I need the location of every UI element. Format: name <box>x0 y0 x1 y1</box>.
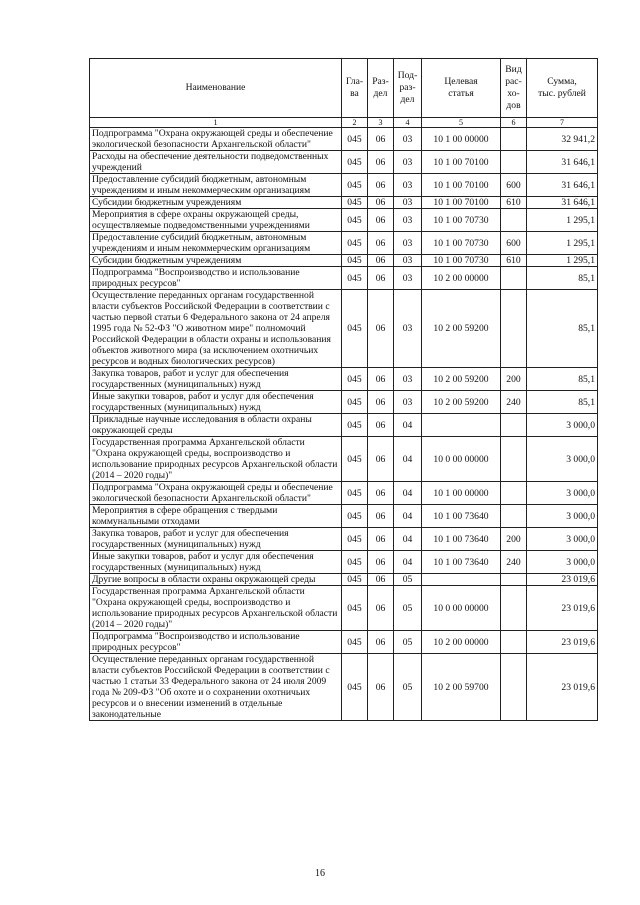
row-chapter: 045 <box>342 174 368 197</box>
row-name: Иные закупки товаров, работ и услуг для обеспечения государственных (муниципальных) нужд <box>90 551 342 574</box>
row-subsection: 05 <box>394 574 422 586</box>
row-sum: 85,1 <box>527 267 598 290</box>
row-sum: 3 000,0 <box>527 551 598 574</box>
row-name: Закупка товаров, работ и услуг для обеспечения государственных (муниципальных) нужд <box>90 368 342 391</box>
row-chapter: 045 <box>342 232 368 255</box>
table-body <box>90 128 598 721</box>
row-expense-type <box>501 414 527 437</box>
row-section: 06 <box>368 209 394 232</box>
row-section: 06 <box>368 174 394 197</box>
row-target-article: 10 1 00 70100 <box>422 197 501 209</box>
row-target-article: 10 1 00 70730 <box>422 232 501 255</box>
header-chapter-text: Гла- ва <box>345 76 364 99</box>
row-sum: 31 646,1 <box>527 174 598 197</box>
row-name: Государственная программа Архангельской области "Охрана окружающей среды, воспроизводство и использование природных ресурсов Архангельской области (2014 – 2020 годы)" <box>90 586 342 631</box>
row-expense-type: 240 <box>501 551 527 574</box>
row-name: Прикладные научные исследования в области охраны окружающей среды <box>90 414 342 437</box>
row-sum: 31 646,1 <box>527 197 598 209</box>
column-number: 1 <box>90 118 342 128</box>
row-expense-type <box>501 267 527 290</box>
table-row <box>90 255 598 267</box>
header-section-text: Раз- дел <box>372 76 389 99</box>
header-target-text: Целевая статья <box>444 76 478 99</box>
row-subsection: 03 <box>394 197 422 209</box>
row-name: Осуществление переданных органам государственной власти субъектов Российской Федерации в соответствии с частью первой статьи 6 Федерального закона от 24 апреля 1995 года № 52-ФЗ "О животном мире" полномочий Российской Федерации в области охраны и использования объектов животного мира (за исключением охотничьих ресурсов и водных биологических ресурсов) <box>90 290 342 368</box>
table-row <box>90 232 598 255</box>
row-target-article: 10 1 00 73640 <box>422 505 501 528</box>
row-expense-type: 240 <box>501 391 527 414</box>
row-chapter: 045 <box>342 151 368 174</box>
row-subsection: 04 <box>394 528 422 551</box>
table-row <box>90 528 598 551</box>
row-sum: 31 646,1 <box>527 151 598 174</box>
table-row <box>90 209 598 232</box>
row-chapter: 045 <box>342 197 368 209</box>
row-section: 06 <box>368 197 394 209</box>
row-subsection: 04 <box>394 437 422 482</box>
row-target-article: 10 1 00 00000 <box>422 482 501 505</box>
row-expense-type <box>501 574 527 586</box>
row-expense-type <box>501 631 527 654</box>
row-target-article: 10 0 00 00000 <box>422 437 501 482</box>
row-section: 06 <box>368 437 394 482</box>
row-target-article: 10 2 00 59200 <box>422 290 501 368</box>
row-name: Подпрограмма "Охрана окружающей среды и обеспечение экологической безопасности Архангельской области" <box>90 128 342 151</box>
row-sum: 3 000,0 <box>527 505 598 528</box>
table-row <box>90 505 598 528</box>
row-subsection: 05 <box>394 631 422 654</box>
row-name: Предоставление субсидий бюджетным, автономным учреждениям и иным некоммерческим организациям <box>90 174 342 197</box>
row-subsection: 04 <box>394 414 422 437</box>
row-expense-type: 610 <box>501 197 527 209</box>
row-subsection: 03 <box>394 368 422 391</box>
header-chapter <box>342 59 368 118</box>
row-section: 06 <box>368 290 394 368</box>
row-section: 06 <box>368 574 394 586</box>
row-chapter: 045 <box>342 528 368 551</box>
row-chapter: 045 <box>342 290 368 368</box>
row-section: 06 <box>368 128 394 151</box>
row-target-article: 10 2 00 59200 <box>422 368 501 391</box>
table-row <box>90 631 598 654</box>
row-name: Мероприятия в сфере обращения с твердыми коммунальными отходами <box>90 505 342 528</box>
row-sum: 1 295,1 <box>527 255 598 267</box>
row-subsection: 03 <box>394 391 422 414</box>
header-expense-type <box>501 59 527 118</box>
row-target-article: 10 1 00 00000 <box>422 128 501 151</box>
column-number: 2 <box>342 118 368 128</box>
column-number: 4 <box>394 118 422 128</box>
row-section: 06 <box>368 151 394 174</box>
row-target-article: 10 2 00 59200 <box>422 391 501 414</box>
row-sum: 85,1 <box>527 391 598 414</box>
column-number: 3 <box>368 118 394 128</box>
row-chapter: 045 <box>342 128 368 151</box>
budget-table <box>89 58 598 721</box>
row-section: 06 <box>368 267 394 290</box>
table-row <box>90 574 598 586</box>
row-expense-type <box>501 654 527 721</box>
row-name: Подпрограмма "Воспроизводство и использование природных ресурсов" <box>90 631 342 654</box>
row-section: 06 <box>368 631 394 654</box>
row-sum: 3 000,0 <box>527 482 598 505</box>
row-sum: 1 295,1 <box>527 232 598 255</box>
row-section: 06 <box>368 482 394 505</box>
row-expense-type <box>501 209 527 232</box>
row-expense-type <box>501 128 527 151</box>
row-section: 06 <box>368 654 394 721</box>
row-name: Иные закупки товаров, работ и услуг для обеспечения государственных (муниципальных) нужд <box>90 391 342 414</box>
row-name: Предоставление субсидий бюджетным, автономным учреждениям и иным некоммерческим организациям <box>90 232 342 255</box>
table-row <box>90 151 598 174</box>
table-row <box>90 391 598 414</box>
row-expense-type: 610 <box>501 255 527 267</box>
row-chapter: 045 <box>342 368 368 391</box>
row-chapter: 045 <box>342 654 368 721</box>
row-chapter: 045 <box>342 414 368 437</box>
row-subsection: 04 <box>394 551 422 574</box>
row-sum: 3 000,0 <box>527 528 598 551</box>
row-section: 06 <box>368 551 394 574</box>
row-chapter: 045 <box>342 586 368 631</box>
row-sum: 85,1 <box>527 368 598 391</box>
row-chapter: 045 <box>342 574 368 586</box>
row-subsection: 04 <box>394 505 422 528</box>
row-target-article: 10 1 00 70730 <box>422 209 501 232</box>
row-section: 06 <box>368 528 394 551</box>
row-expense-type <box>501 586 527 631</box>
row-expense-type <box>501 290 527 368</box>
row-section: 06 <box>368 505 394 528</box>
row-subsection: 03 <box>394 255 422 267</box>
table-row <box>90 267 598 290</box>
page-number: 16 <box>315 868 325 879</box>
row-chapter: 045 <box>342 255 368 267</box>
row-target-article <box>422 414 501 437</box>
row-target-article <box>422 574 501 586</box>
column-number-row <box>90 118 598 128</box>
row-subsection: 03 <box>394 128 422 151</box>
row-subsection: 05 <box>394 586 422 631</box>
row-name: Закупка товаров, работ и услуг для обеспечения государственных (муниципальных) нужд <box>90 528 342 551</box>
header-row <box>90 59 598 118</box>
row-name: Другие вопросы в области охраны окружающей среды <box>90 574 342 586</box>
row-target-article: 10 0 00 00000 <box>422 586 501 631</box>
row-subsection: 03 <box>394 267 422 290</box>
row-target-article: 10 1 00 70730 <box>422 255 501 267</box>
row-name: Государственная программа Архангельской области "Охрана окружающей среды, воспроизводство и использование природных ресурсов Архангельской области (2014 – 2020 годы)" <box>90 437 342 482</box>
header-sum <box>527 59 598 118</box>
table-row <box>90 290 598 368</box>
row-sum: 3 000,0 <box>527 414 598 437</box>
table-row <box>90 197 598 209</box>
row-subsection: 05 <box>394 654 422 721</box>
row-target-article: 10 2 00 00000 <box>422 631 501 654</box>
row-section: 06 <box>368 586 394 631</box>
table-row <box>90 654 598 721</box>
row-chapter: 045 <box>342 482 368 505</box>
row-name: Осуществление переданных органам государственной власти субъектов Российской Федерации в соответствии с частью 1 статьи 33 Федерального закона от 24 июля 2009 года № 209-ФЗ "Об охоте и о сохранении охотничьих ресурсов и о внесении изменений в отдельные законодательные <box>90 654 342 721</box>
row-subsection: 04 <box>394 482 422 505</box>
header-sum-text: Сумма, тыс. рублей <box>538 76 586 99</box>
row-name: Расходы на обеспечение деятельности подведомственных учреждений <box>90 151 342 174</box>
table-row <box>90 586 598 631</box>
row-expense-type: 600 <box>501 174 527 197</box>
row-sum: 1 295,1 <box>527 209 598 232</box>
row-chapter: 045 <box>342 551 368 574</box>
row-section: 06 <box>368 368 394 391</box>
table-row <box>90 482 598 505</box>
table-row <box>90 128 598 151</box>
row-expense-type <box>501 482 527 505</box>
row-expense-type: 200 <box>501 528 527 551</box>
row-subsection: 03 <box>394 232 422 255</box>
row-sum: 23 019,6 <box>527 586 598 631</box>
row-chapter: 045 <box>342 267 368 290</box>
header-expense-type-text: Вид рас- хо- дов <box>505 64 522 111</box>
row-subsection: 03 <box>394 290 422 368</box>
row-sum: 23 019,6 <box>527 654 598 721</box>
row-section: 06 <box>368 255 394 267</box>
row-sum: 85,1 <box>527 290 598 368</box>
row-expense-type <box>501 151 527 174</box>
row-target-article: 10 1 00 73640 <box>422 551 501 574</box>
header-subsection-text: Под- раз- дел <box>397 70 418 105</box>
table-row <box>90 368 598 391</box>
row-sum: 23 019,6 <box>527 574 598 586</box>
row-chapter: 045 <box>342 505 368 528</box>
row-subsection: 03 <box>394 174 422 197</box>
row-section: 06 <box>368 414 394 437</box>
row-section: 06 <box>368 232 394 255</box>
row-expense-type: 600 <box>501 232 527 255</box>
header-subsection <box>394 59 422 118</box>
header-target <box>422 59 501 118</box>
row-chapter: 045 <box>342 391 368 414</box>
table-row <box>90 551 598 574</box>
row-chapter: 045 <box>342 437 368 482</box>
row-section: 06 <box>368 391 394 414</box>
row-target-article: 10 2 00 59700 <box>422 654 501 721</box>
row-name: Субсидии бюджетным учреждениям <box>90 197 342 209</box>
row-name: Подпрограмма "Охрана окружающей среды и обеспечение экологической безопасности Архангельской области" <box>90 482 342 505</box>
row-target-article: 10 2 00 00000 <box>422 267 501 290</box>
column-number: 7 <box>527 118 598 128</box>
row-chapter: 045 <box>342 209 368 232</box>
column-number: 5 <box>422 118 501 128</box>
row-chapter: 045 <box>342 631 368 654</box>
header-section <box>368 59 394 118</box>
row-sum: 3 000,0 <box>527 437 598 482</box>
row-subsection: 03 <box>394 209 422 232</box>
table-row <box>90 174 598 197</box>
row-expense-type <box>501 505 527 528</box>
row-target-article: 10 1 00 73640 <box>422 528 501 551</box>
row-sum: 32 941,2 <box>527 128 598 151</box>
table-row <box>90 437 598 482</box>
row-target-article: 10 1 00 70100 <box>422 151 501 174</box>
row-expense-type <box>501 437 527 482</box>
row-expense-type: 200 <box>501 368 527 391</box>
row-sum: 23 019,6 <box>527 631 598 654</box>
row-name: Подпрограмма "Воспроизводство и использование природных ресурсов" <box>90 267 342 290</box>
header-name <box>90 59 342 118</box>
row-name: Мероприятия в сфере охраны окружающей среды, осуществляемые подведомственными учреждениями <box>90 209 342 232</box>
row-subsection: 03 <box>394 151 422 174</box>
row-target-article: 10 1 00 70100 <box>422 174 501 197</box>
table-row <box>90 414 598 437</box>
column-number: 6 <box>501 118 527 128</box>
row-name: Субсидии бюджетным учреждениям <box>90 255 342 267</box>
header-name-text: Наименование <box>185 82 246 93</box>
